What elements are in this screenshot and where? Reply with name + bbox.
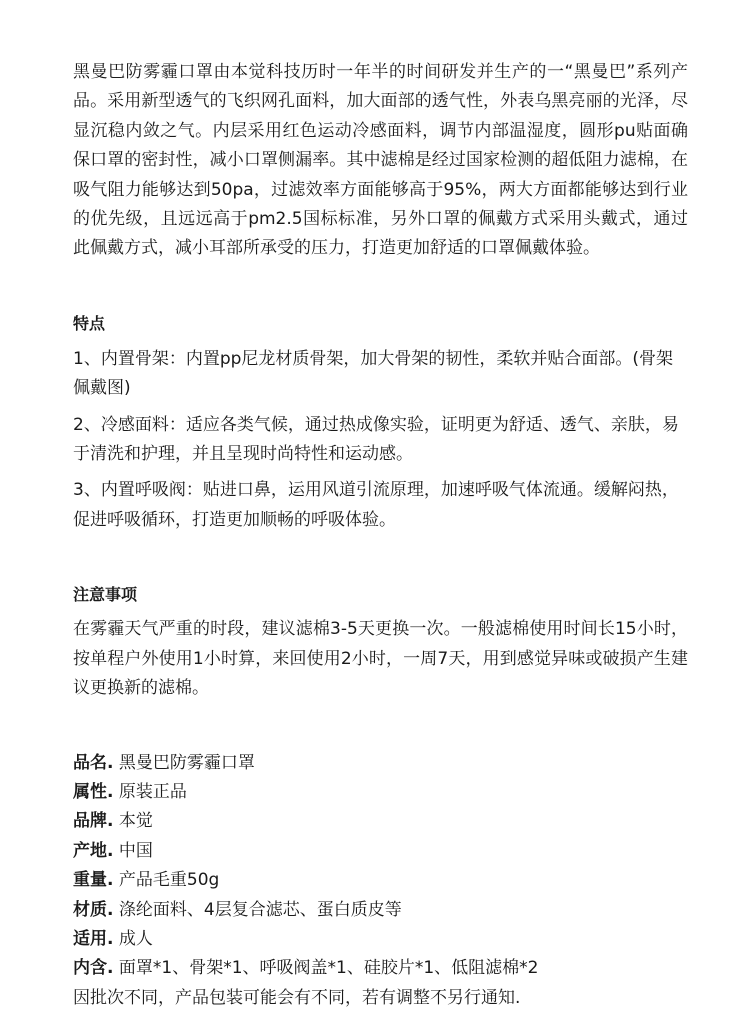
spec-key: 重量. xyxy=(73,870,114,891)
notice-heading: 注意事项 xyxy=(73,585,138,605)
spec-row-material xyxy=(73,896,688,925)
spec-value: 本觉 xyxy=(113,811,153,832)
spec-value: 成人 xyxy=(113,928,153,949)
packaging-disclaimer: 因批次不同，产品包装可能会有不同，若有调整不另行通知. xyxy=(73,987,521,1008)
spec-key: 品名. xyxy=(73,752,114,773)
spec-key: 材质. xyxy=(73,899,114,920)
spec-row-weight xyxy=(73,866,688,895)
feature-item-skeleton: 1、内置骨架：内置pp尼龙材质骨架，加大骨架的韧性，柔软并贴合面部。(骨架佩戴图) xyxy=(73,348,674,399)
feature-item-breathing-valve: 3、内置呼吸阀：贴进口鼻，运用风道引流原理，加速呼吸气体流通。缓解闷热，促进呼吸循环，打造更加顺畅的呼吸体验。 xyxy=(73,480,679,530)
spec-key: 产地. xyxy=(73,840,114,861)
spec-value: 原装正品 xyxy=(113,781,187,802)
spec-key: 适用. xyxy=(73,928,114,949)
spec-key: 品牌. xyxy=(73,811,114,832)
intro-paragraph: 黑曼巴防雾霾口罩由本觉科技历时一年半的时间研发并生产的一“黑曼巴”系列产品。采用新型透气的飞织网孔面料，加大面部的透气性，外表乌黑亮丽的光泽，尽显沉稳内敛之气。内层采用红色运动冷感面料，调节内部温湿度，圆形pu贴面确保口罩的密封性，减小口罩侧漏率。其中滤棉是经过国家检测的超低阻力滤棉，在吸气阻力能够达到50pa，过滤效率方面能够高于95%，两大方面都能够达到行业的优先级，且远远高于pm2.5国标标准，另外口罩的佩戴方式采用头戴式，通过此佩戴方式，减小耳部所承受的压力，打造更加舒适的口罩佩戴体验。 xyxy=(73,62,688,259)
spec-row-product-name xyxy=(73,749,688,778)
spec-row-suitable xyxy=(73,925,688,954)
spec-row-contents xyxy=(73,954,688,983)
spec-row-brand xyxy=(73,807,688,836)
feature-item-cooling-fabric: 2、冷感面料：适应各类气候，通过热成像实验，证明更为舒适、透气、亲肤，易于清洗和护理，并且呈现时尚特性和运动感。 xyxy=(73,414,679,465)
spec-value: 产品毛重50g xyxy=(113,870,220,891)
spec-key: 内含. xyxy=(73,958,114,979)
spec-row-attribute xyxy=(73,778,688,807)
spec-value: 面罩*1、骨架*1、呼吸阀盖*1、硅胶片*1、低阻滤棉*2 xyxy=(113,958,539,979)
spec-value: 涤纶面料、4层复合滤芯、蛋白质皮等 xyxy=(113,899,402,920)
spec-value: 中国 xyxy=(113,840,153,861)
features-heading: 特点 xyxy=(73,313,106,333)
spec-list xyxy=(73,749,688,1014)
spec-key: 属性. xyxy=(73,781,114,802)
spec-value: 黑曼巴防雾霾口罩 xyxy=(113,752,255,773)
notice-paragraph: 在雾霾天气严重的时段，建议滤棉3-5天更换一次。一般滤棉使用时间长15小时，按单程户外使用1小时算，来回使用2小时，一周7天，用到感觉异味或破损产生建议更换新的滤棉。 xyxy=(73,619,688,699)
spec-row-origin xyxy=(73,837,688,866)
